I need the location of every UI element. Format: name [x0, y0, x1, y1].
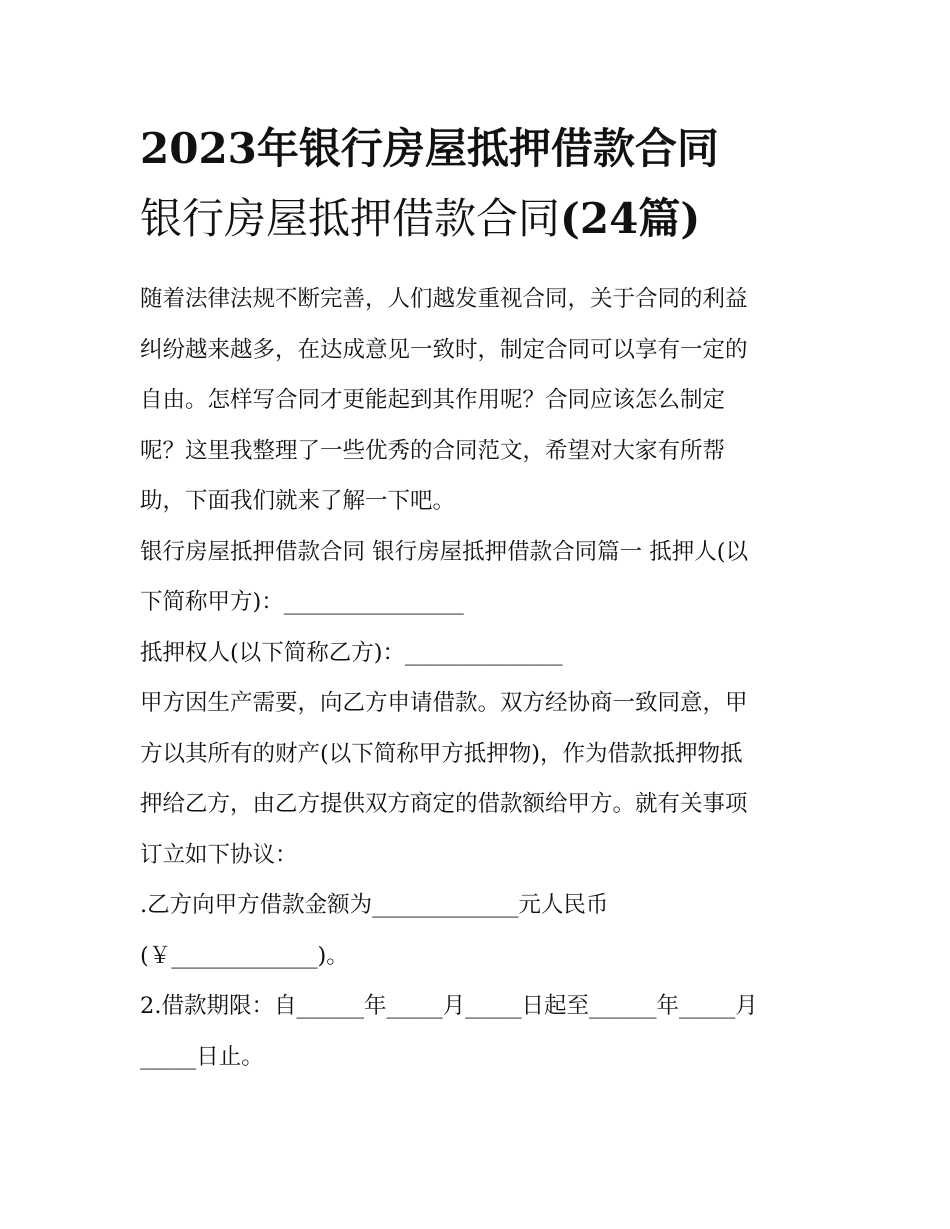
text-line: 抵押权人(以下简称乙方)：______________: [140, 639, 563, 666]
text-line: 订立如下协议：: [140, 841, 298, 868]
document-page: [140, 114, 820, 1082]
title-line-1: 2023年银行房屋抵押借款合同: [140, 124, 719, 173]
text-line: .乙方向甲方借款金额为_____________元人民币: [140, 892, 609, 918]
intro-paragraph: [140, 274, 820, 527]
title-line-2-suffix: (24篇): [560, 194, 701, 243]
text-line: 随着法律法规不断完善，人们越发重视合同，关于合同的利益: [140, 286, 748, 312]
text-line: 呢？这里我整理了一些优秀的合同范文，希望对大家有所帮: [140, 437, 726, 464]
text-line: 纠纷越来越多，在达成意见一致时，制定合同可以享有一定的: [140, 336, 748, 363]
document-title: [140, 114, 820, 254]
document-body: [140, 274, 820, 1082]
text-line: 2.借款期限：自______年_____月_____日起至______年_____月: [140, 993, 758, 1019]
text-line: _____日止。: [140, 1043, 264, 1070]
text-line: 银行房屋抵押借款合同 银行房屋抵押借款合同篇一 抵押人(以: [140, 538, 749, 565]
text-line: 方以其所有的财产(以下简称甲方抵押物)，作为借款抵押物抵: [140, 740, 743, 767]
agreement-paragraph: [140, 678, 820, 880]
clause-1-paragraph: [140, 880, 820, 981]
title-line-2-main: 银行房屋抵押借款合同: [140, 194, 561, 243]
title-line-2: [140, 184, 820, 254]
text-line: (￥_____________)。: [140, 942, 349, 969]
text-line: 甲方因生产需要，向乙方申请借款。双方经协商一致同意，甲: [140, 690, 748, 716]
section-heading-paragraph: [140, 527, 820, 628]
text-line: 自由。怎样写合同才更能起到其作用呢？合同应该怎么制定: [140, 387, 726, 413]
text-line: 下简称甲方)：________________: [140, 589, 464, 615]
text-line: 押给乙方，由乙方提供双方商定的借款额给甲方。就有关事项: [140, 791, 748, 817]
text-line: 助，下面我们就来了解一下吧。: [140, 488, 456, 514]
party-b-paragraph: [140, 628, 820, 679]
clause-2-paragraph: [140, 981, 820, 1082]
